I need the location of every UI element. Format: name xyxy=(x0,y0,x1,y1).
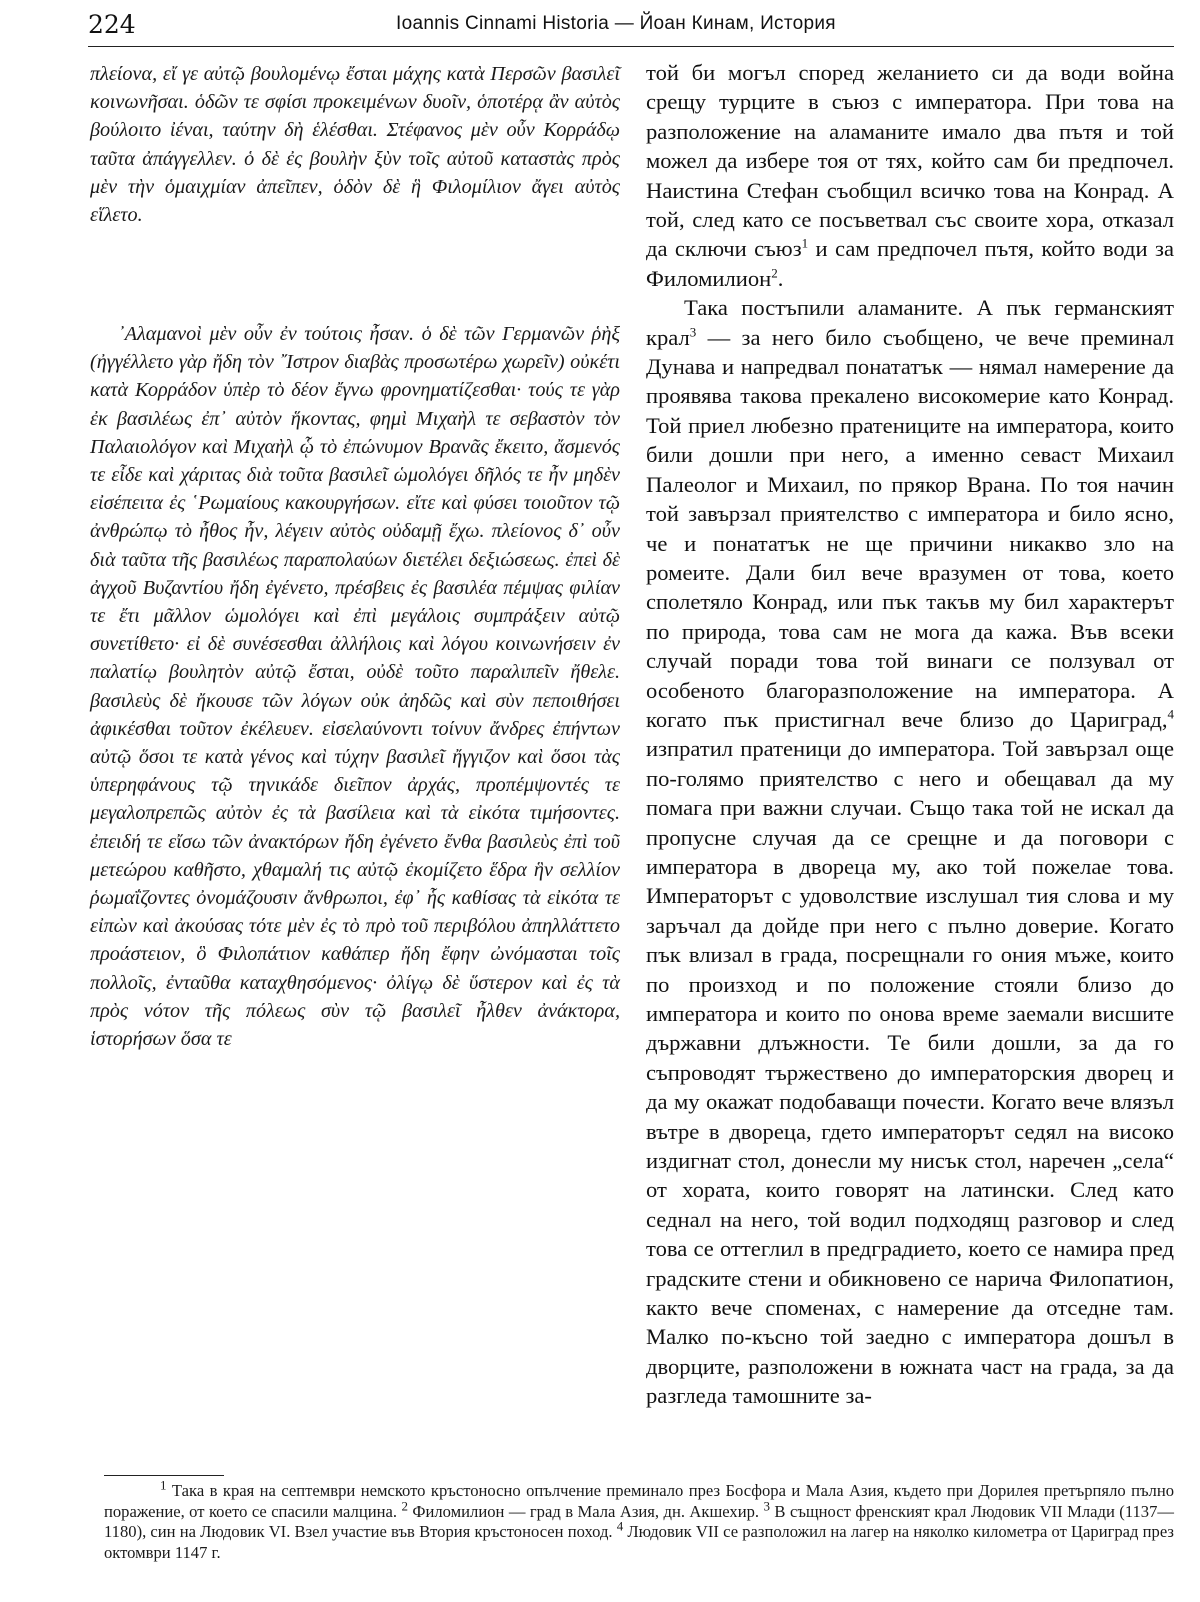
footnote-rule xyxy=(104,1475,224,1476)
footnote-mark: 2 xyxy=(401,1498,408,1514)
bulgarian-translation-column xyxy=(646,58,1174,1411)
footnote-ref-4: 4 xyxy=(1167,706,1174,722)
greek-text-column xyxy=(90,60,620,1053)
footnote-ref-2: 2 xyxy=(771,265,778,281)
greek-paragraph-1: πλείονα, εἴ γε αὐτῷ βουλομένῳ ἔσται μάχης κατὰ Περσῶν βασιλεῖ κοινωνῆσαι. ὁδῶν τε σφίσι προκειμένων δυοῖν, ὁποτέρᾳ ἂν αὐτὸς βούλοιτο ἰέναι, ταύτην δὴ ἑλέσθαι. Στέφανος μὲν οὖν Κορράδῳ ταῦτα ἀπάγγελλεν. ὁ δὲ ἐς βουλὴν ξὺν τοῖς αὐτοῦ καταστὰς πρὸς μὲν τὴν ὁμαιχμίαν ἀπεῖπεν, ὁδὸν δὲ ἣ Φιλομίλιον ἄγει αὐτὸς εἵλετο. xyxy=(90,63,620,227)
bulgarian-paragraph-1 xyxy=(646,58,1174,293)
text-run: изпратил пратеници до императора. Той завързал още по-голямо приятелство с него и обещавал да му помага при важни случаи. Също така той не искал да пропусне случая да се срещне и да поговори с императора в двореца му, ако той пожелае това. Императорът с удоволствие изслушал тия слова и му заръчал да дойде при него с пълно доверие. Когато пък влизал в града, посрещнали го ония мъже, които по произход и по положение стояли близо до императора и които по онова време заемали висшите държавни длъжности. Те били дошли, за да го съпроводят тържествено до императорския дворец и да му окажат подобаващи почести. Когато вече влязъл вътре в двореца, гдето императорът седял на високо издигнат стол, донесли му нисък стол, наречен „села“ от хората, които говорят на латински. След като седнал на него, той водил подходящ разговор и след това се оттеглил в предградието, което се намира пред градските стени и обикновено се нарича Филопатион, както вече споменах, с намерение да отседне там. Малко по-късно той заедно с императора дошъл в дворците, разположени в южната част на града, за да разгледа тамошните за- xyxy=(646,736,1174,1409)
footnote-text: Людовик VII се разположил на лагер на няколко километра от Цариград през октомври 1147 г. xyxy=(104,1522,1174,1562)
footnote-mark: 4 xyxy=(616,1518,624,1534)
text-run: Така постъпили аламаните. А пък германският крал xyxy=(646,295,1174,350)
bulgarian-paragraph-2 xyxy=(646,293,1174,1410)
header-rule xyxy=(88,46,1174,47)
footnote-mark: 3 xyxy=(763,1498,770,1514)
footnotes xyxy=(104,1477,1174,1563)
text-run: . xyxy=(777,265,784,291)
footnote-ref-3: 3 xyxy=(689,324,697,340)
footnote-ref-1: 1 xyxy=(801,235,809,251)
text-run: той би могъл според желанието си да води война срещу турците в съюз с императора. При това на разположение на аламаните имало два пътя и той можел да избере тоя от тях, който сам би предпочел. Наистина Стефан съобщил всичко това на Конрад. А той, след като се посъветвал със своите хора, отказал да сключи съюз xyxy=(646,60,1174,262)
footnote-text: Така в края на септември немското кръстоносно опълчение преминало през Босфора и Мала Азия, където при Дорилея претърпяло пълно поражение, от което се спасили малцина. xyxy=(104,1481,1174,1521)
text-run: и сам предпочел пътя, който води за Филомилион xyxy=(646,236,1174,291)
greek-paragraph-2: ᾿Αλαμανοὶ μὲν οὖν ἐν τούτοις ἦσαν. ὁ δὲ τῶν Γερμανῶν ῥὴξ (ἠγγέλλετο γὰρ ἤδη τὸν ῎Ιστρον διαβὰς προσωτέρω χωρεῖν) οὐκέτι κατὰ Κορράδον ὑπὲρ τὸ δέον ἔγνω φρονηματίζεσθαι· τούς τε γὰρ ἐκ βασιλέως ἐπ᾿ αὐτὸν ἥκοντας, φημὶ Μιχαὴλ τε σεβαστὸν τὸν Παλαιολόγον καὶ Μιχαὴλ ᾧ τὸ ἐπώνυμον Βρανᾶς ἔκειτο, ἄσμενός τε εἶδε καὶ χάριτας διὰ τοῦτα βασιλεῖ ὡμολόγει δῆλός τε ἦν μηδὲν εἰσέπειτα ἐς ῾Ρωμαίους κακουργήσων. εἴτε καὶ φύσει τοιοῦτον τῷ ἀνθρώπῳ τὸ ἦθος ἦν, λέγειν αὐτὸς οὐδαμῇ ἔχω. πλείονος δ᾿ οὖν διὰ ταῦτα τῆς βασιλέως παραπολαύων διετέλει δεξιώσεως. ἐπεὶ δὲ ἀγχοῦ Βυζαντίου ἤδη ἐγένετο, πρέσβεις ἐς βασιλέα πέμψας φιλίαν τε ἔτι μᾶλλον ὡμολόγει καὶ ἐπὶ μεγάλοις συμπράξειν αὐτῷ συνετίθετο· εἰ δὲ συνέσεσθαι ἀλλήλοις καὶ λόγου κοινωνήσειν ἐν παλατίῳ βουλητὸν αὐτῷ ἔσται, οὐδὲ τοῦτο παραλιπεῖν ἤθελε. βασιλεὺς δὲ ἤκουσε τῶν λόγων οὐκ ἀηδῶς καὶ σὺν πεποιθήσει ἀφικέσθαι τοῦτον ἐκέλευεν. εἰσελαύνοντι τοίνυν ἄνδρες ἐπήντων αὐτῷ ὅσοι τε κατὰ γένος καὶ τύχην βασιλεῖ ἤγγιζον καὶ ὅσοι τὰς ὑπερηφάνους τῷ τηνικάδε διεῖπον ἀρχάς, προπέμψοντές τε μεγαλοπρεπῶς αὐτὸν ἐς τὰ βασίλεια καὶ τὰ εἰκότα τιμήσοντες. ἐπειδή τε εἴσω τῶν ἀνακτόρων ἤδη ἐγένετο ἔνθα βασιλεὺς ἐπὶ τοῦ μετεώρου καθῆστο, χθαμαλή τις αὐτῷ ἐκομίζετο ἕδρα ἣν σελλίον ῥωμαΐζοντες ὀνομάζουσιν ἄνθρωποι, ἐφ᾿ ἧς καθίσας τὰ εἰκότα τε εἰπὼν καὶ ἀκούσας τότε μὲν ἐς τὸ πρὸ τοῦ περιβόλου ἀπηλλάττετο προάστειον, ὃ Φιλοπάτιον καθάπερ ἤδη ἔφην ὠνόμασται τοῖς πολλοῖς, ἐνταῦθα καταχθησόμενος· ὀλίγῳ δὲ ὕστερον καὶ ἐς τὰ πρὸς νότον τῆς πόλεως σὺν τῷ βασιλεῖ ἦλθεν ἀνάκτορα, ἱστορήσων ὅσα τε xyxy=(90,323,620,1051)
page-header xyxy=(88,4,1174,44)
footnote-2 xyxy=(401,1498,760,1521)
page-number: 224 xyxy=(88,10,136,39)
footnote-text: В същност френският крал Людовик VII Млади (1137—1180), син на Людовик VI. Взел участие във Втория кръстоносен поход. xyxy=(104,1501,1174,1542)
text-run: — за него било съобщено, че вече преминал Дунава и напредвал понататък — нямал намерение да проявява такова прекалено високомерие като Конрад. Той приел любезно пратениците на императора, които били дошли при него, а именно севаст Михаил Палеолог и Михаил, по прякор Врана. По тоя начин той завързал приятелство с императора и било ясно, че и понататък не ще причини никакво зло на ромеите. Дали бил вече вразумен от това, което сполетяло Конрад, или пък такъв му бил характерът по природа, това сам не мога да кажа. Във всеки случай поради това той винаги се ползувал от особеното благоразположение на императора. А когато пък пристигнал вече близо до Цариград, xyxy=(646,324,1174,732)
footnote-mark: 1 xyxy=(160,1477,167,1493)
footnote-text: Филомилион — град в Мала Азия, дн. Акшехир. xyxy=(407,1501,760,1521)
footnotes-block xyxy=(104,1477,1174,1563)
running-title: Ioannis Cinnami Historia — Йоан Кинам, История xyxy=(396,13,836,34)
